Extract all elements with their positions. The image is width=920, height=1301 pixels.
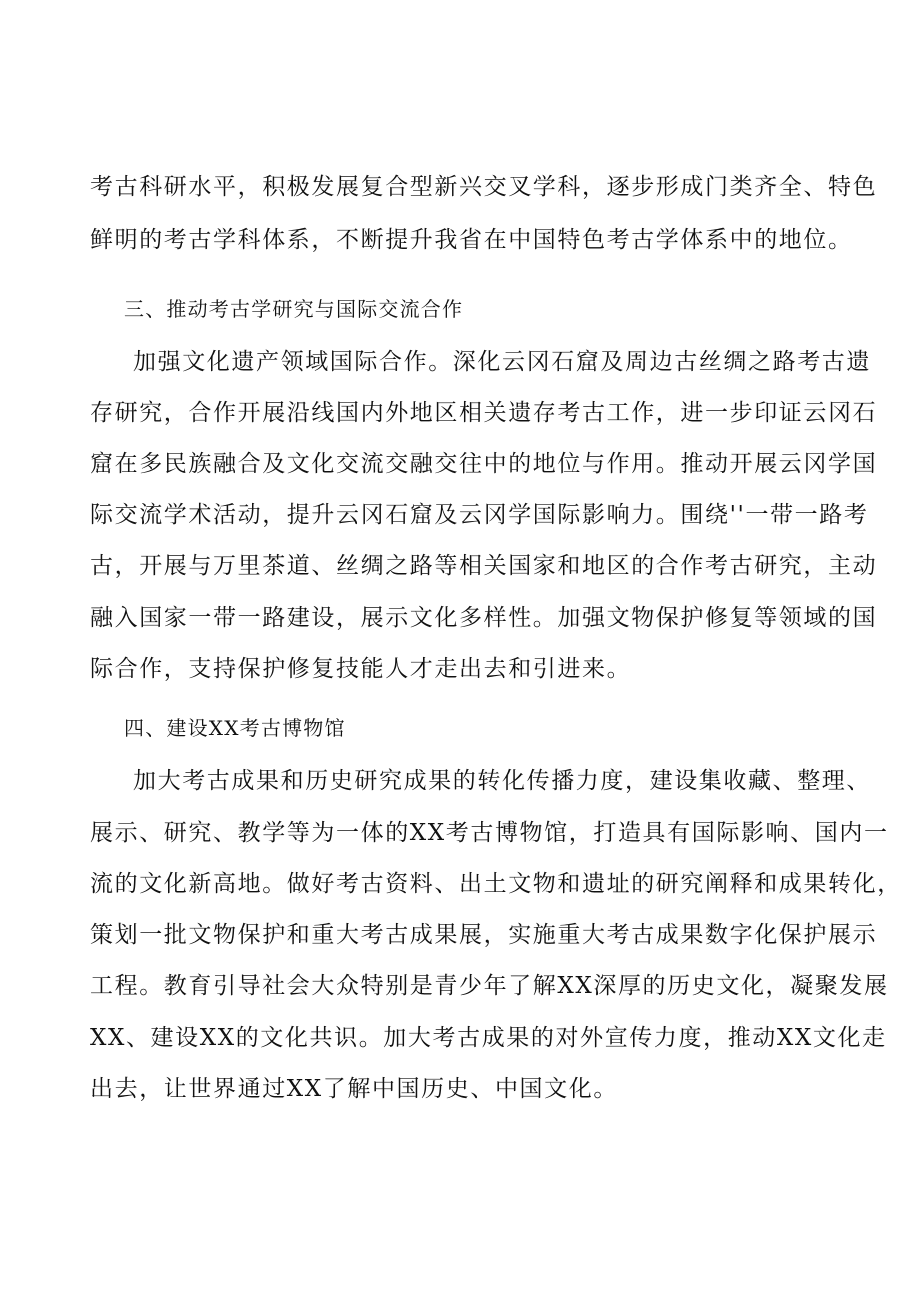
- section-4-heading: 四、建设XX考古博物馆: [124, 716, 346, 740]
- section-3-line-7: 际合作，支持保护修复技能人才走出去和引进来。: [90, 656, 632, 682]
- section-4-line-7: 出去，让世界通过XX了解中国历史、中国文化。: [90, 1076, 618, 1102]
- section-3-line-3: 窟在多民族融合及文化交流交融交往中的地位与作用。推动开展云冈学国: [90, 451, 878, 477]
- section-3-heading: 三、推动考古学研究与国际交流合作: [124, 297, 464, 321]
- section-3-line-1: 加强文化遗产领域国际合作。深化云冈石窟及周边古丝绸之路考古遗: [133, 349, 871, 375]
- section-4-line-4: 策划一批文物保护和重大考古成果展，实施重大考古成果数字化保护展示: [90, 922, 878, 948]
- section-4-line-5: 工程。教育引导社会大众特别是青少年了解XX深厚的历史文化，凝聚发展: [90, 973, 889, 999]
- section-4-line-1: 加大考古成果和历史研究成果的转化传播力度，建设集收藏、整理、: [133, 768, 871, 794]
- section-4-line-6: XX、建设XX的文化共识。加大考古成果的对外宣传力度，推动XX文化走: [90, 1025, 887, 1051]
- paragraph-1-line-2: 鲜明的考古学科体系，不断提升我省在中国特色考古学体系中的地位。: [90, 227, 853, 253]
- section-3-line-2: 存研究，合作开展沿线国内外地区相关遗存考古工作，进一步印证云冈石: [90, 400, 878, 426]
- section-3-line-4: 际交流学术活动，提升云冈石窟及云冈学国际影响力。围绕''一带一路考: [90, 502, 869, 528]
- section-4-line-2: 展示、研究、教学等为一体的XX考古博物馆，打造具有国际影响、国内一: [90, 820, 889, 846]
- section-4-line-3: 流的文化新高地。做好考古资料、出土文物和遗址的研究阐释和成果转化，: [90, 871, 902, 897]
- section-3-line-6: 融入国家一带一路建设，展示文化多样性。加强文物保护修复等领域的国: [90, 605, 878, 631]
- paragraph-1-line-1: 考古科研水平，积极发展复合型新兴交叉学科，逐步形成门类齐全、特色: [90, 174, 878, 200]
- section-3-line-5: 古，开展与万里茶道、丝绸之路等相关国家和地区的合作考古研究，主动: [90, 553, 878, 579]
